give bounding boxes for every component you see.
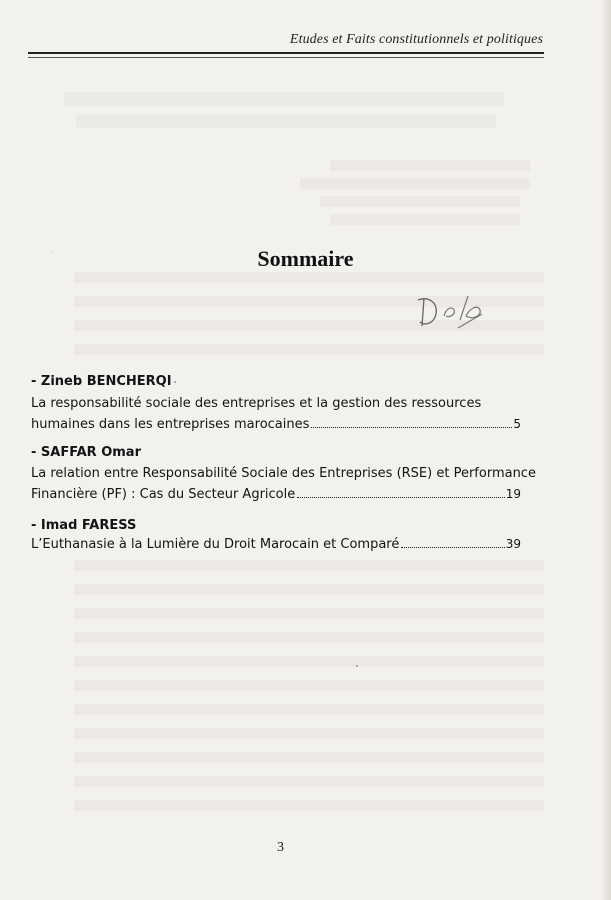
bleed-through-block — [74, 680, 544, 691]
bleed-through-block — [74, 560, 544, 571]
bleed-through-block — [74, 344, 544, 355]
bleed-through-block — [74, 608, 544, 619]
toc-page-number: 39 — [505, 537, 521, 551]
handwritten-signature — [410, 286, 500, 336]
ink-speck — [174, 381, 176, 383]
toc-title-line — [31, 487, 521, 502]
bleed-through-block — [74, 800, 544, 811]
bleed-through-block — [300, 178, 530, 189]
page-number: 3 — [277, 840, 284, 855]
header-rule-thin — [28, 57, 544, 58]
toc-author: - SAFFAR Omar — [31, 445, 141, 460]
toc-title-text: La relation entre Responsabilité Sociale des Entreprises (RSE) et Performance — [31, 466, 536, 481]
bleed-through-block — [64, 92, 504, 106]
toc-title-text: humaines dans les entreprises marocaines — [31, 417, 310, 432]
toc-title-text: Financière (PF) : Cas du Secteur Agricole — [31, 487, 296, 502]
bleed-through-block — [76, 114, 496, 128]
bleed-through-block — [74, 752, 544, 763]
bleed-through-block — [320, 196, 520, 207]
toc-title-text: L’Euthanasie à la Lumière du Droit Marocain et Comparé — [31, 537, 400, 552]
toc-title-line — [31, 466, 536, 481]
toc-leader-dots — [311, 427, 512, 428]
bleed-through-block — [74, 776, 544, 787]
bleed-through-block — [74, 704, 544, 715]
bleed-through-block — [74, 656, 544, 667]
toc-title-line — [31, 396, 514, 411]
toc-leader-dots — [401, 547, 504, 548]
bleed-through-block — [330, 214, 520, 225]
ink-speck — [356, 665, 358, 667]
bleed-through-block — [74, 272, 544, 283]
page-heading: Sommaire — [257, 246, 354, 271]
toc-leader-dots — [297, 497, 504, 498]
page-edge — [603, 0, 611, 900]
bleed-through-block — [74, 584, 544, 595]
ink-speck — [51, 252, 52, 253]
bleed-through-block — [74, 632, 544, 643]
toc-title-text: La responsabilité sociale des entreprises et la gestion des ressources — [31, 396, 482, 411]
toc-author: - Zineb BENCHERQI — [31, 374, 172, 389]
toc-author: - Imad FARESS — [31, 518, 137, 533]
header-rule — [28, 52, 544, 54]
toc-page-number: 19 — [505, 487, 521, 501]
toc-title-line — [31, 417, 521, 432]
bleed-through-block — [330, 160, 530, 171]
bleed-through-block — [74, 728, 544, 739]
toc-page-number: 5 — [513, 417, 521, 431]
toc-title-line — [31, 537, 521, 552]
journal-header-title: Etudes et Faits constitutionnels et politiques — [289, 32, 543, 47]
